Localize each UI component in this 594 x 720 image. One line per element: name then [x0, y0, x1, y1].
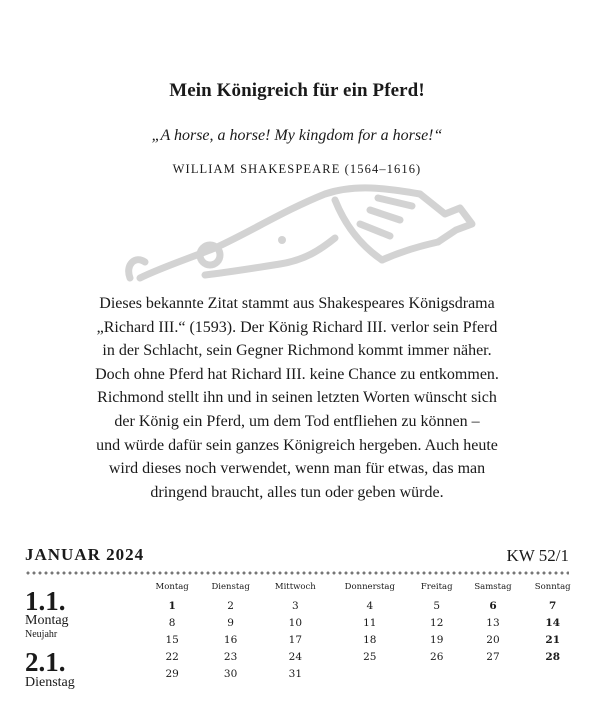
body-line: wird dieses noch verwendet, wenn man für etwas, das man	[108, 460, 486, 478]
calendar-day: 26	[430, 650, 444, 663]
day2-date: 2.1.	[25, 647, 66, 677]
calendar-day: 31	[288, 667, 303, 680]
calendar-day: 13	[486, 616, 500, 629]
calendar-week-row	[145, 665, 582, 682]
calendar-day: 20	[486, 633, 500, 646]
calendar-day: 29	[165, 667, 179, 680]
body-line: der König ein Pferd, um dem Tod entfliehen zu können –	[114, 412, 480, 430]
calendar-week-row	[145, 648, 582, 665]
week-label: KW 52/1	[506, 546, 569, 565]
weekday-header: Samstag	[474, 582, 512, 592]
calendar-day	[463, 665, 524, 682]
calendar-day: 12	[430, 616, 444, 629]
body-line: Dieses bekannte Zitat stammt aus Shakespeares Königsdrama	[99, 295, 495, 312]
weekday-header-row	[145, 582, 582, 597]
body-line: „Richard III.“ (1593). Der König Richard III. verlor sein Pferd	[96, 318, 498, 336]
calendar-day	[411, 665, 463, 682]
body-line: dringend braucht, alles tun oder geben würde.	[150, 483, 444, 501]
weekday-header: Montag	[155, 582, 189, 592]
quote: „A horse, a horse! My kingdom for a horse!“	[151, 127, 443, 144]
calendar-day: 4	[366, 599, 374, 612]
calendar-day: 25	[363, 650, 377, 663]
calendar-day: 14	[545, 616, 561, 629]
calendar-day: 10	[288, 616, 303, 629]
calendar-day: 16	[223, 633, 238, 646]
body-line: in der Schlacht, sein Gegner Richmond kommt immer näher.	[102, 342, 492, 360]
calendar-day: 9	[227, 616, 234, 629]
calendar-day: 24	[288, 650, 303, 663]
calendar-day: 1	[168, 599, 176, 612]
calendar-day: 11	[363, 616, 377, 629]
weekday-header: Mittwoch	[274, 582, 316, 592]
calendar-day: 2	[227, 599, 234, 612]
calendar-day	[329, 665, 411, 682]
calendar-day: 8	[168, 616, 176, 629]
calendar-week-row	[145, 631, 582, 648]
calendar-day: 5	[433, 599, 441, 612]
calendar-day: 30	[223, 667, 238, 680]
calendar-day: 7	[549, 599, 557, 612]
body-text	[40, 292, 554, 504]
month-label: JANUAR 2024	[25, 545, 145, 564]
calendar-day: 21	[545, 633, 561, 646]
dotted-divider	[25, 570, 569, 576]
body-line: Doch ohne Pferd hat Richard III. keine Chance zu entkommen.	[95, 365, 499, 383]
day1-holiday: Neujahr	[25, 629, 58, 640]
weekday-header: Donnerstag	[344, 582, 395, 592]
weekday-header: Freitag	[420, 582, 453, 592]
calendar-day: 15	[165, 633, 179, 646]
calendar-day: 23	[223, 650, 238, 663]
day1-weekday: Montag	[25, 613, 69, 628]
calendar-day: 18	[363, 633, 377, 646]
weekday-header: Sonntag	[534, 582, 571, 592]
calendar-day: 22	[165, 650, 179, 663]
calendar-day: 17	[288, 633, 303, 646]
body-line: Richmond stellt ihn und in seinen letzten Worten wünscht sich	[97, 389, 497, 407]
page-title: Mein Königreich für ein Pferd!	[169, 80, 425, 101]
day2-weekday: Dienstag	[25, 675, 75, 690]
calendar-day: 3	[291, 599, 299, 612]
calendar-week-row	[145, 614, 582, 631]
weekday-header: Dienstag	[211, 582, 250, 592]
calendar-day	[523, 665, 582, 682]
horse-head-watermark-icon	[120, 180, 490, 300]
month-calendar	[145, 582, 582, 682]
calendar-day: 28	[545, 650, 561, 663]
quote-author: WILLIAM SHAKESPEARE (1564–1616)	[172, 162, 422, 176]
calendar-day: 19	[430, 633, 444, 646]
body-line: und würde dafür sein ganzes Königreich hergeben. Auch heute	[96, 436, 498, 454]
calendar-day: 27	[486, 650, 500, 663]
day1-date: 1.1.	[25, 586, 66, 616]
calendar-week-row	[145, 597, 582, 614]
calendar-day: 6	[489, 599, 497, 612]
